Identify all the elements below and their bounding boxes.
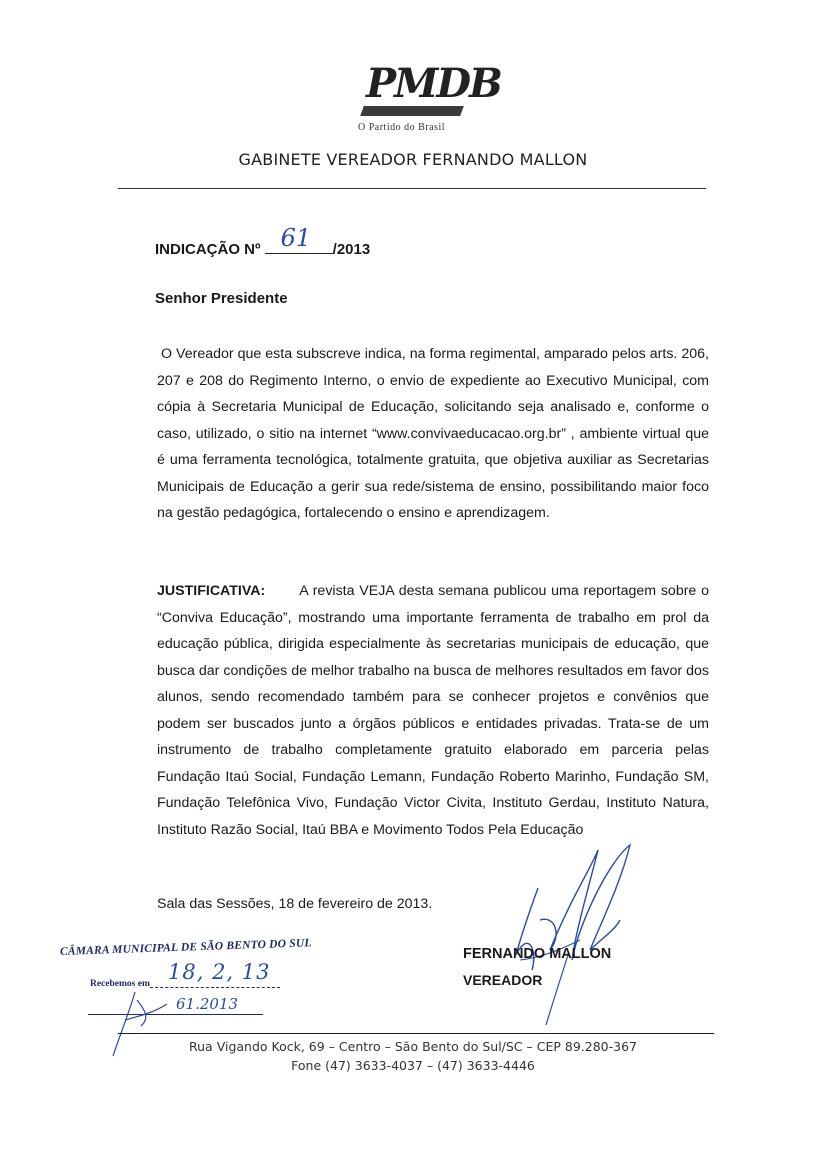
salutation: Senhor Presidente [155, 290, 288, 307]
indicacao-number: 61 [280, 224, 312, 252]
indicacao-suffix: /2013 [332, 241, 371, 258]
indication-paragraph [157, 341, 709, 527]
indicacao-heading [155, 224, 371, 258]
signer-name: FERNANDO MALLON [463, 946, 612, 962]
indication-text: O Vereador que esta subscreve indica, na forma regimental, amparado pelos arts. 206, 207 e 208 do Regimento Interno, o envio de expediente ao Executivo Municipal, com cópia à Secretaria Municipal de Educação, solicitando seja analisado e, conforme o caso, utilizado, o sitio na internet “www.convivaeducacao.org.br” , ambiente virtual que é uma ferramenta tecnológica, totalmente gratuita, que objetiva auxiliar as Secretarias Municipais de Educação a gerir sua rede/sistema de ensino, possibilitando maior foco na gestão pedagógica, fortalecendo o ensino e aprendizagem. [157, 346, 709, 521]
stamp-received-date: 18, 2, 13 [168, 960, 271, 984]
justification-paragraph [157, 578, 709, 843]
handwritten-signature [480, 830, 650, 1030]
party-logo [352, 38, 501, 138]
indicacao-prefix: INDICAÇÃO Nº [155, 241, 261, 258]
office-title: GABINETE VEREADOR FERNANDO MALLON [238, 150, 588, 169]
logo-tagline: O Partido do Brasil [358, 122, 445, 133]
signer-role: VEREADOR [463, 972, 543, 988]
header-divider [118, 188, 706, 189]
logo-bar [360, 106, 464, 116]
stamp-received-label: Recebemos em [90, 979, 150, 989]
stamp-title: CÂMARA MUNICIPAL DE SÃO BENTO DO SUL [59, 937, 312, 958]
footer-phone: Fone (47) 3633-4037 – (47) 3633-4446 [291, 1058, 535, 1073]
place-date: Sala das Sessões, 18 de fevereiro de 2013. [157, 896, 433, 912]
logo-wordmark: PMDB [366, 60, 501, 107]
justification-text: A revista VEJA desta semana publicou uma reportagem sobre o “Conviva Educação”, mostrando uma importante ferramenta de trabalho em prol da educação pública, dirigida especialmente às secretarias municipais de educação, que busca dar condições de melhor trabalho na busca de melhores resultados em favor dos alunos, sendo recomendado também para se conhecer projetos e convênios que podem ser buscados junto a órgãos públicos e entidades privadas. Trata-se de um instrumento de trabalho completamente gratuito elaborado em parceria pelas Fundação Itaú Social, Fundação Lemann, Fundação Roberto Marinho, Fundação SM, Fundação Telefônica Vivo, Fundação Victor Civita, Instituto Gerdau, Instituto Natura, Instituto Razão Social, Itaú BBA e Movimento Todos Pela Educação [157, 583, 709, 838]
stamp-protocol-number: 61.2013 [176, 995, 239, 1013]
footer-address: Rua Vigando Kock, 69 – Centro – São Bento do Sul/SC – CEP 89.280-367 [189, 1039, 637, 1054]
indicacao-number-field [265, 224, 333, 254]
footer-divider [118, 1033, 714, 1034]
stamp-date-line [150, 987, 280, 988]
justification-label: JUSTIFICATIVA: [157, 583, 266, 599]
